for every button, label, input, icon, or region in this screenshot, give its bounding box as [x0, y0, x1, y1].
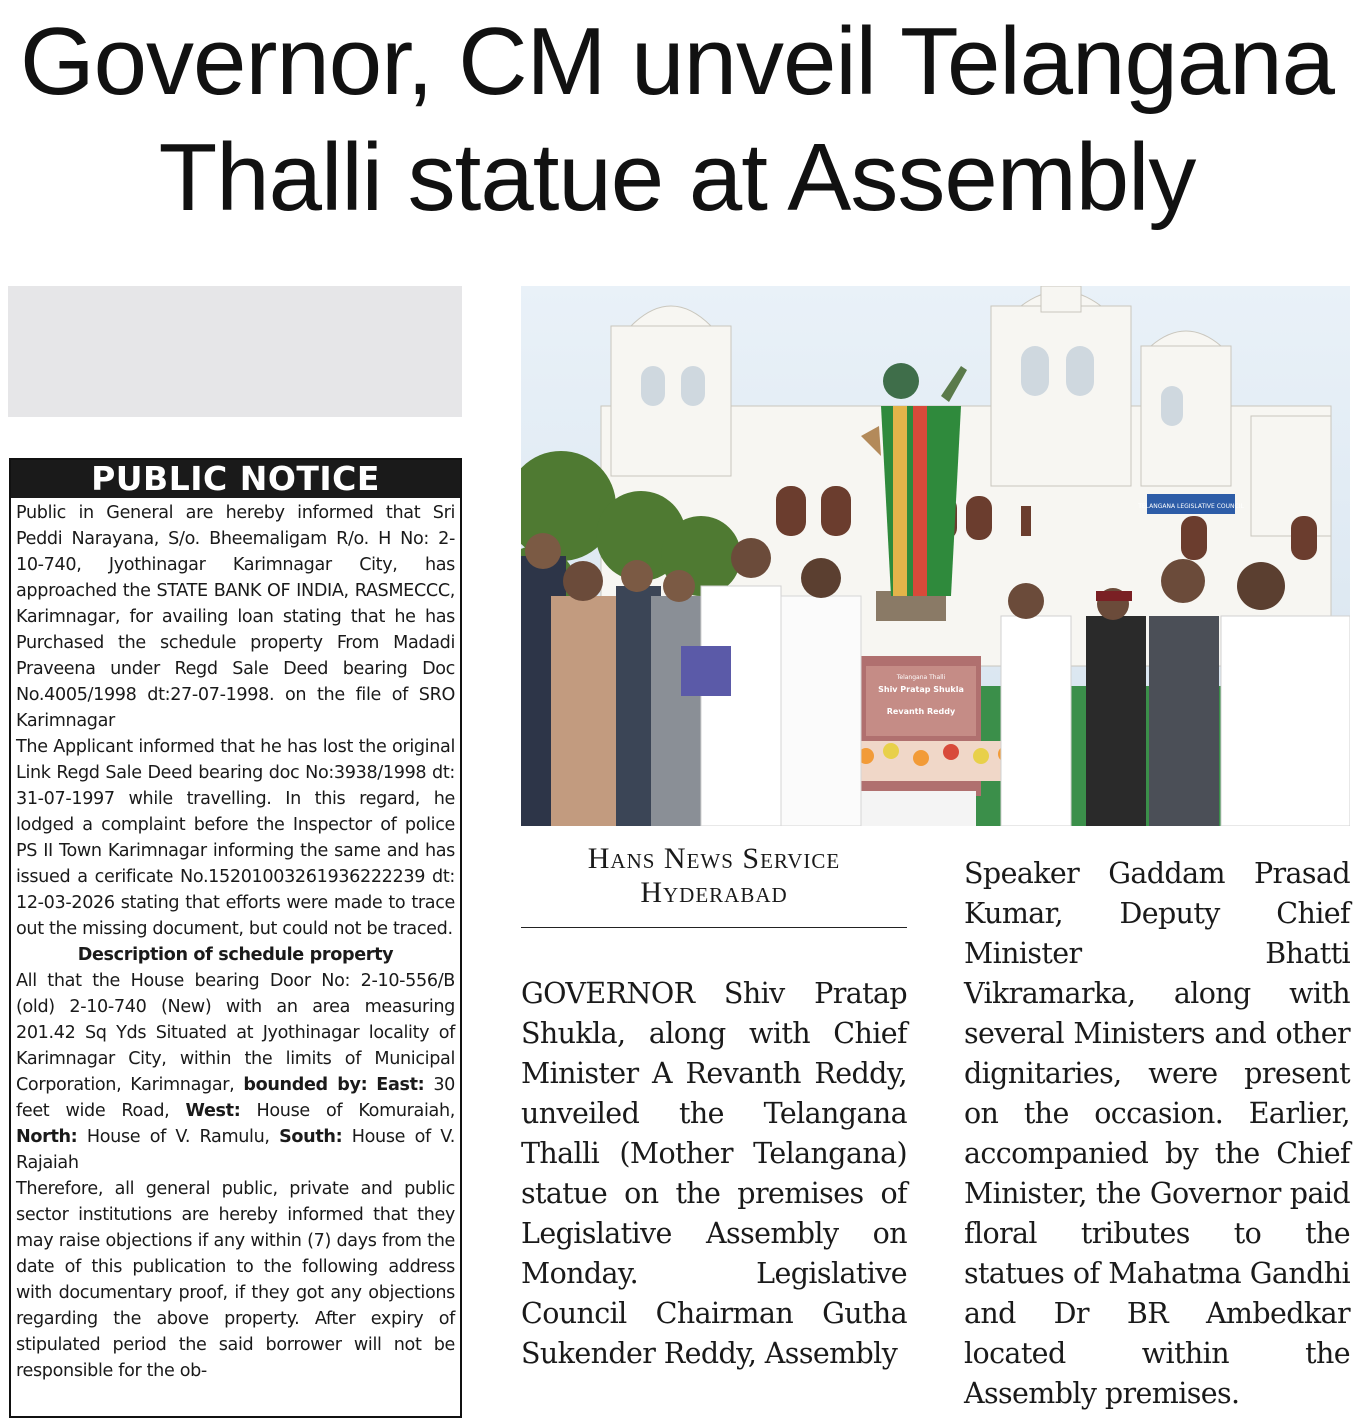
south-value: House of V. Rajaiah	[16, 1127, 455, 1173]
east-label: East:	[376, 1075, 425, 1095]
notice-paragraph-4: Therefore, all general public, private and public sector institutions are hereby informed that they may raise objections if any within (7) days from the date of this publication to the following address with documentary proof, if they got any objections regarding the above property. After expiry of stipulated period the said borrower will not be responsible for the ob-	[16, 1179, 455, 1381]
north-value: House of V. Ramulu,	[86, 1127, 270, 1147]
article-column-2: Speaker Gaddam Prasad Kumar, Deputy Chief Minister Bhatti Vikramarka, along with several Ministers and other dignitaries, were present on the occasion. Earlier, accompanied by the Chief Minister, the Governor paid floral tributes to the statues of Mahatma Gandhi and Dr BR Ambedkar located within the Assembly premises.	[964, 857, 1350, 1410]
notice-body	[11, 498, 460, 1384]
byline-divider	[521, 927, 907, 928]
byline	[521, 842, 907, 910]
byline-location: Hyderabad	[640, 876, 788, 909]
public-notice	[9, 458, 462, 1418]
article-column-1: GOVERNOR Shiv Pratap Shukla, along with Chief Minister A Revanth Reddy, unveiled the Telangana Thalli (Mother Telangana) statue on the premises of Legislative Assembly on Monday. Legislative Council Chairman Gutha Sukender Reddy, Assembly	[521, 977, 907, 1370]
property-description: All that the House bearing Door No: 2-10-556/B (old) 2-10-740 (New) with an area measuring 201.42 Sq Yds Situated at Jyothinagar locality of Karimnagar City, within the limits of Municipal Corporation, Karimnagar,	[16, 971, 455, 1095]
assembly-statue-photo	[521, 286, 1350, 826]
byline-agency: Hans News Service	[587, 842, 841, 875]
south-label: South:	[279, 1127, 343, 1147]
notice-paragraph-1: Public in General are hereby informed that Sri Peddi Narayana, S/o. Bheemaligam R/o. H No: 2-10-740, Jyothinagar Karimnagar City, has approached the STATE BANK OF INDIA, RASMECCC, Karimnagar, for availing loan stating that he has Purchased the schedule property From Madadi Praveena under Regd Sale Deed bearing Doc No.4005/1998 dt:27-07-1998. on the file of SRO Karimnagar	[16, 503, 455, 731]
notice-subhead: Description of schedule property	[77, 945, 394, 965]
banner-line-2: Shiv Pratap Shukla	[878, 685, 964, 694]
headline-line-1: Governor, CM unveil Telangana	[19, 8, 1334, 115]
east-value: 30 feet wide Road,	[16, 1075, 456, 1121]
signboard-text: TELANGANA LEGISLATIVE COUNCIL	[1138, 503, 1244, 510]
headline-line-2: Thalli statue at Assembly	[158, 124, 1196, 231]
bounded-label: bounded by:	[243, 1075, 368, 1095]
notice-paragraph-3	[16, 968, 455, 1176]
north-label: North:	[16, 1127, 78, 1147]
headline	[0, 0, 1354, 236]
bouquet	[681, 646, 731, 696]
banner-line-1: Telangana Thalli	[896, 674, 946, 681]
notice-title: PUBLIC NOTICE	[11, 460, 460, 498]
news-photo	[521, 286, 1350, 826]
banner-line-3: Revanth Reddy	[886, 707, 956, 716]
ad-placeholder	[8, 286, 462, 417]
flower-garlands	[851, 741, 1021, 781]
west-label: West:	[185, 1101, 241, 1121]
notice-paragraph-2: The Applicant informed that he has lost the original Link Regd Sale Deed bearing doc No:3938/1998 dt: 31-07-1997 while travelling. In this regard, he lodged a complaint before the Inspector of police PS II Town Karimnagar informing the same and has issued a cerificate No.15201003261936222239 dt: 12-03-2026 stating that efforts were made to trace out the missing document, but could not be traced.	[16, 737, 455, 939]
west-value: House of Komuraiah,	[256, 1101, 455, 1121]
